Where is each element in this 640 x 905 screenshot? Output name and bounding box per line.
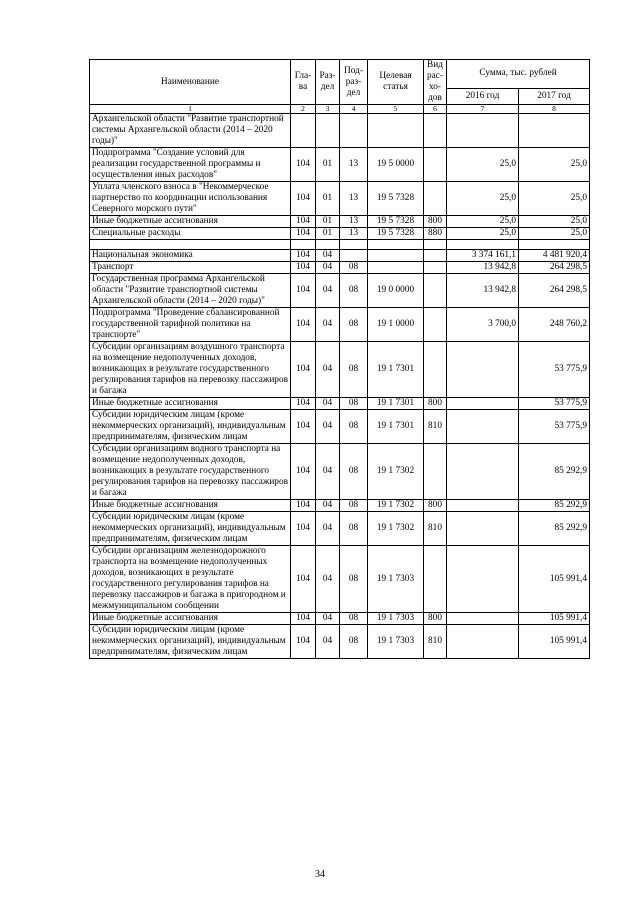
header-razdel <box>316 60 340 105</box>
header-glava <box>291 60 316 105</box>
table-row <box>90 262 590 274</box>
row-sum-2016 <box>447 114 519 148</box>
column-number: 8 <box>519 105 590 114</box>
row-glava: 104 <box>291 308 316 342</box>
table-row <box>90 444 590 500</box>
row-sum-2016 <box>447 444 519 500</box>
row-glava <box>291 114 316 148</box>
row-vid <box>424 250 447 262</box>
row-razdel: 01 <box>316 228 340 240</box>
row-podrazdel: 08 <box>340 512 368 546</box>
row-glava: 104 <box>291 500 316 512</box>
row-sum-2017: 53 775,9 <box>519 398 590 410</box>
row-podrazdel: 13 <box>340 182 368 216</box>
column-number: 4 <box>340 105 368 114</box>
row-name: Субсидии организациям железнодорожного транспорта на возмещение недополученных доходов, возникающих в результате государственного регулирования тарифов на перевозку пассажиров и багажа в пригородном и межмуниципальном сообщении <box>90 546 291 613</box>
row-razdel: 04 <box>316 262 340 274</box>
header-2017: 2017 год <box>519 88 590 104</box>
row-name: Подпрограмма "Создание условий для реализации государственной программы и осуществления иных расходов" <box>90 148 291 182</box>
row-sum-2016 <box>447 342 519 398</box>
page-number: 34 <box>315 869 325 880</box>
empty-cell <box>424 240 447 250</box>
row-target: 19 1 7303 <box>368 613 424 625</box>
row-target <box>368 250 424 262</box>
empty-cell <box>519 240 590 250</box>
row-podrazdel: 08 <box>340 444 368 500</box>
table-row <box>90 500 590 512</box>
column-number: 5 <box>368 105 424 114</box>
row-sum-2016: 13 942,8 <box>447 274 519 308</box>
row-target: 19 5 7328 <box>368 216 424 228</box>
row-sum-2016 <box>447 500 519 512</box>
row-target: 19 5 7328 <box>368 228 424 240</box>
row-podrazdel: 08 <box>340 625 368 659</box>
row-glava: 104 <box>291 625 316 659</box>
row-sum-2016: 25,0 <box>447 148 519 182</box>
row-sum-2017: 25,0 <box>519 216 590 228</box>
row-sum-2017: 105 991,4 <box>519 613 590 625</box>
row-vid <box>424 546 447 613</box>
table-row <box>90 410 590 444</box>
row-vid <box>424 262 447 274</box>
row-sum-2016: 3 374 161,1 <box>447 250 519 262</box>
table-row <box>90 308 590 342</box>
row-vid <box>424 308 447 342</box>
row-sum-2017: 25,0 <box>519 182 590 216</box>
row-podrazdel: 08 <box>340 262 368 274</box>
row-target <box>368 262 424 274</box>
row-glava: 104 <box>291 410 316 444</box>
row-razdel: 04 <box>316 500 340 512</box>
empty-cell <box>90 240 291 250</box>
row-glava: 104 <box>291 148 316 182</box>
row-name: Государственная программа Архангельской области "Развитие транспортной системы Архангельской области (2014 – 2020 годы)" <box>90 274 291 308</box>
row-razdel: 01 <box>316 148 340 182</box>
empty-cell <box>291 240 316 250</box>
row-razdel: 04 <box>316 613 340 625</box>
table-row <box>90 398 590 410</box>
row-glava: 104 <box>291 274 316 308</box>
row-target: 19 0 0000 <box>368 274 424 308</box>
row-vid <box>424 342 447 398</box>
row-sum-2016: 13 942,8 <box>447 262 519 274</box>
row-glava: 104 <box>291 228 316 240</box>
row-name: Иные бюджетные ассигнования <box>90 613 291 625</box>
header-vid <box>424 60 447 105</box>
row-razdel: 04 <box>316 308 340 342</box>
table-row <box>90 216 590 228</box>
row-sum-2017: 4 481 920,4 <box>519 250 590 262</box>
row-podrazdel: 08 <box>340 308 368 342</box>
row-name: Транспорт <box>90 262 291 274</box>
row-sum-2017 <box>519 114 590 148</box>
row-vid <box>424 274 447 308</box>
row-name: Иные бюджетные ассигнования <box>90 398 291 410</box>
header-vid-text: Вид рас- хо- дов <box>427 60 443 103</box>
row-razdel: 04 <box>316 546 340 613</box>
row-razdel: 04 <box>316 444 340 500</box>
row-razdel: 01 <box>316 182 340 216</box>
row-target: 19 1 7301 <box>368 398 424 410</box>
row-sum-2017: 264 298,5 <box>519 274 590 308</box>
row-name: Субсидии организациям водного транспорта на возмещение недополученных доходов, возникающих в результате государственного регулирования тарифов на перевозку пассажиров и багажа <box>90 444 291 500</box>
column-number: 7 <box>447 105 519 114</box>
row-sum-2016: 25,0 <box>447 228 519 240</box>
row-sum-2017: 85 292,9 <box>519 512 590 546</box>
row-podrazdel: 08 <box>340 546 368 613</box>
table-row <box>90 182 590 216</box>
row-sum-2017: 25,0 <box>519 148 590 182</box>
row-razdel: 01 <box>316 216 340 228</box>
row-glava: 104 <box>291 613 316 625</box>
row-sum-2016 <box>447 546 519 613</box>
row-target: 19 1 7303 <box>368 546 424 613</box>
row-razdel: 04 <box>316 342 340 398</box>
row-name: Уплата членского взноса в "Некоммерческое партнерство по координации использования Северного морского пути" <box>90 182 291 216</box>
row-vid: 800 <box>424 398 447 410</box>
column-number: 1 <box>90 105 291 114</box>
row-podrazdel: 13 <box>340 228 368 240</box>
header-glava-text: Гла- ва <box>294 71 312 92</box>
table-row <box>90 114 590 148</box>
row-sum-2017: 105 991,4 <box>519 625 590 659</box>
row-vid: 810 <box>424 512 447 546</box>
header-2016: 2016 год <box>447 88 519 104</box>
row-vid <box>424 114 447 148</box>
row-vid: 800 <box>424 613 447 625</box>
row-sum-2017: 264 298,5 <box>519 262 590 274</box>
row-glava: 104 <box>291 342 316 398</box>
header-podrazdel <box>340 60 368 105</box>
row-podrazdel <box>340 250 368 262</box>
row-sum-2016 <box>447 410 519 444</box>
row-name: Субсидии юридическим лицам (кроме некоммерческих организаций), индивидуальным предпринимателям, физическим лицам <box>90 410 291 444</box>
row-podrazdel: 08 <box>340 398 368 410</box>
row-name: Субсидии юридическим лицам (кроме некоммерческих организаций), индивидуальным предпринимателям, физическим лицам <box>90 625 291 659</box>
table-row <box>90 250 590 262</box>
column-number: 6 <box>424 105 447 114</box>
header-podrazdel-text: Под- раз- дел <box>344 65 363 98</box>
row-target: 19 1 7303 <box>368 625 424 659</box>
spacer-row <box>90 240 590 250</box>
table-row <box>90 546 590 613</box>
row-glava: 104 <box>291 182 316 216</box>
row-name: Специальные расходы <box>90 228 291 240</box>
row-glava: 104 <box>291 398 316 410</box>
row-glava: 104 <box>291 216 316 228</box>
row-razdel: 04 <box>316 410 340 444</box>
table-row <box>90 228 590 240</box>
row-podrazdel: 08 <box>340 342 368 398</box>
row-glava: 104 <box>291 262 316 274</box>
row-vid: 810 <box>424 625 447 659</box>
row-sum-2017: 85 292,9 <box>519 444 590 500</box>
header-razdel-text: Раз- дел <box>319 71 336 92</box>
row-name: Иные бюджетные ассигнования <box>90 500 291 512</box>
row-sum-2016: 25,0 <box>447 216 519 228</box>
row-podrazdel: 08 <box>340 274 368 308</box>
row-target: 19 5 7328 <box>368 182 424 216</box>
header-sum: Сумма, тыс. рублей <box>447 60 590 89</box>
header-target-text: Целевая статья <box>379 71 412 92</box>
table-row <box>90 625 590 659</box>
row-name: Иные бюджетные ассигнования <box>90 216 291 228</box>
table-body <box>90 105 590 659</box>
row-razdel: 04 <box>316 625 340 659</box>
row-razdel: 04 <box>316 274 340 308</box>
row-sum-2017: 105 991,4 <box>519 546 590 613</box>
row-podrazdel: 13 <box>340 148 368 182</box>
row-razdel <box>316 114 340 148</box>
row-glava: 104 <box>291 250 316 262</box>
row-target: 19 1 7301 <box>368 342 424 398</box>
table-row <box>90 148 590 182</box>
empty-cell <box>340 240 368 250</box>
table-row <box>90 274 590 308</box>
row-name: Архангельской области "Развитие транспортной системы Архангельской области (2014 – 2020 годы)" <box>90 114 291 148</box>
row-podrazdel: 08 <box>340 613 368 625</box>
row-vid: 800 <box>424 500 447 512</box>
row-sum-2017: 85 292,9 <box>519 500 590 512</box>
row-razdel: 04 <box>316 250 340 262</box>
row-podrazdel: 13 <box>340 216 368 228</box>
row-glava: 104 <box>291 444 316 500</box>
row-vid: 880 <box>424 228 447 240</box>
row-vid <box>424 444 447 500</box>
budget-table <box>89 59 590 659</box>
row-podrazdel <box>340 114 368 148</box>
row-sum-2017: 248 760,2 <box>519 308 590 342</box>
row-vid: 800 <box>424 216 447 228</box>
row-razdel: 04 <box>316 512 340 546</box>
table-row <box>90 342 590 398</box>
row-sum-2016 <box>447 625 519 659</box>
row-podrazdel: 08 <box>340 500 368 512</box>
empty-cell <box>368 240 424 250</box>
row-vid <box>424 182 447 216</box>
row-sum-2017: 53 775,9 <box>519 410 590 444</box>
table-row <box>90 512 590 546</box>
header-target <box>368 60 424 105</box>
row-name: Субсидии организациям воздушного транспорта на возмещение недополученных доходов, возникающих в результате государственного регулирования тарифов на перевозку пассажиров и багажа <box>90 342 291 398</box>
row-name: Подпрограмма "Проведение сбалансированной государственной тарифной политики на транспорте" <box>90 308 291 342</box>
row-vid: 810 <box>424 410 447 444</box>
empty-cell <box>447 240 519 250</box>
column-number: 2 <box>291 105 316 114</box>
row-razdel: 04 <box>316 398 340 410</box>
row-sum-2017: 53 775,9 <box>519 342 590 398</box>
row-target <box>368 114 424 148</box>
column-number: 3 <box>316 105 340 114</box>
row-target: 19 5 0000 <box>368 148 424 182</box>
row-sum-2016 <box>447 398 519 410</box>
header-name: Наименование <box>90 60 291 105</box>
row-target: 19 1 7302 <box>368 512 424 546</box>
row-sum-2016 <box>447 512 519 546</box>
table-row <box>90 613 590 625</box>
row-glava: 104 <box>291 546 316 613</box>
row-sum-2016 <box>447 613 519 625</box>
row-glava: 104 <box>291 512 316 546</box>
empty-cell <box>316 240 340 250</box>
row-sum-2016: 25,0 <box>447 182 519 216</box>
row-podrazdel: 08 <box>340 410 368 444</box>
row-sum-2016: 3 700,0 <box>447 308 519 342</box>
row-vid <box>424 148 447 182</box>
column-number-row <box>90 105 590 114</box>
row-name: Субсидии юридическим лицам (кроме некоммерческих организаций), индивидуальным предпринимателям, физическим лицам <box>90 512 291 546</box>
row-target: 19 1 7301 <box>368 410 424 444</box>
row-target: 19 1 7302 <box>368 500 424 512</box>
row-sum-2017: 25,0 <box>519 228 590 240</box>
row-target: 19 1 0000 <box>368 308 424 342</box>
row-target: 19 1 7302 <box>368 444 424 500</box>
row-name: Национальная экономика <box>90 250 291 262</box>
